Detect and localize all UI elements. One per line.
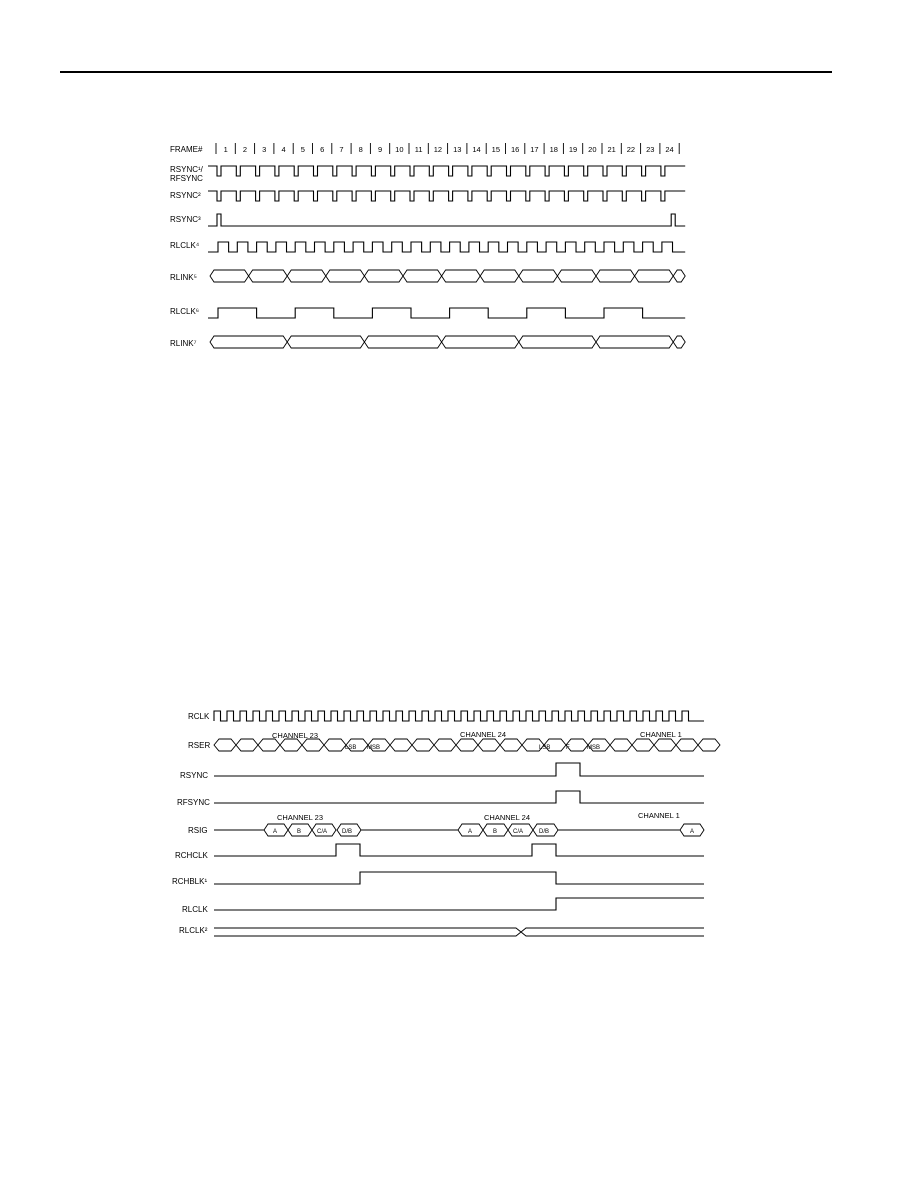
channel-timing-diagram (0, 700, 918, 950)
bus-segment (635, 270, 674, 282)
rser-msb-ch23: MSB (367, 745, 381, 751)
rser-bit-cell (390, 739, 412, 751)
frame-number: 18 (549, 145, 558, 154)
signal-label-rfsync-ch: RFSYNC (177, 798, 210, 807)
signal-label-rlclk2: RLCLK² (179, 926, 208, 935)
bus-segment (519, 336, 596, 348)
frame-number: 8 (358, 145, 363, 154)
rser-lsb-ch23: LSB (345, 745, 357, 751)
rsig-ch23-bit-b: B (297, 829, 302, 835)
rser-bit-cell (412, 739, 434, 751)
frame-number: 5 (300, 145, 305, 154)
rsig-header-ch24: CHANNEL 24 (484, 813, 530, 822)
signal-label-rlink5: RLINK⁵ (170, 273, 197, 282)
frame-number: 23 (646, 145, 655, 154)
rsig-ch1-bit-a: A (690, 829, 695, 835)
header-rule (60, 71, 832, 73)
signal-label-rlclk: RLCLK (182, 905, 208, 914)
rser-bit-cell (236, 739, 258, 751)
rser-lsb-ch24: LSB (539, 745, 551, 751)
signal-label-rfsync: RFSYNC (170, 174, 203, 183)
bus-segment (519, 270, 558, 282)
waveform-rsync (214, 763, 704, 776)
rser-header-ch24: CHANNEL 24 (460, 730, 506, 739)
rsig-header-ch1: CHANNEL 1 (638, 811, 680, 820)
bus-segment (557, 270, 596, 282)
waveform-rlclk6 (208, 308, 685, 318)
signal-label-rclk: RCLK (188, 712, 210, 721)
frame-number: 20 (588, 145, 597, 154)
waveform-rsync3 (208, 214, 685, 226)
waveform-rchclk (214, 844, 704, 856)
bus-segment (403, 270, 442, 282)
channel-waveforms (214, 711, 720, 936)
rser-bit-cell (214, 739, 236, 751)
rsig-header-ch23: CHANNEL 23 (277, 813, 323, 822)
waveform-rser (214, 739, 720, 751)
rser-header-ch1: CHANNEL 1 (640, 730, 682, 739)
frame-number: 9 (377, 145, 383, 154)
frame-timing-svg (0, 130, 918, 370)
bus-segment (442, 270, 481, 282)
signal-label-rlclk4: RLCLK⁴ (170, 241, 200, 250)
bus-segment (210, 336, 287, 348)
signal-label-rchclk: RCHCLK (175, 851, 208, 860)
signal-label-rlclk6: RLCLK⁶ (170, 307, 200, 316)
bus-segment (596, 270, 635, 282)
rser-bit-cell (698, 739, 720, 751)
rser-bit-cell (610, 739, 632, 751)
rser-bit-cell (258, 739, 280, 751)
rser-bit-cell (632, 739, 654, 751)
waveform-rfsync (214, 791, 704, 803)
rser-bit-cell (280, 739, 302, 751)
bus-segment (364, 270, 403, 282)
frame-number: 1 (223, 145, 228, 154)
signal-label-rsync2: RSYNC² (170, 191, 201, 200)
rser-bit-cell (500, 739, 522, 751)
signal-label-rsync3: RSYNC³ (170, 215, 201, 224)
waveform-rlclk4 (208, 242, 685, 252)
frame-number: 13 (453, 145, 462, 154)
rser-bit-cell (478, 739, 500, 751)
frame-number: 19 (568, 145, 578, 154)
waveform-rsync2 (208, 191, 685, 201)
bus-segment (596, 336, 673, 348)
rser-bit-cell (324, 739, 346, 751)
bus-segment (210, 270, 249, 282)
frame-number: 3 (262, 145, 267, 154)
rsig-ch24-bit-a: A (468, 829, 473, 835)
signal-label-rsig: RSIG (188, 826, 208, 835)
waveform-rclk (214, 711, 704, 721)
waveform-rlink5 (210, 270, 685, 282)
frame-number: 15 (491, 145, 501, 154)
frame-number: 2 (242, 145, 248, 154)
frame-number: 16 (510, 145, 520, 154)
bus-segment (326, 270, 365, 282)
rsig-ch24-bit-b: B (493, 829, 498, 835)
frame-number: 14 (472, 145, 481, 154)
rser-bit-cell (434, 739, 456, 751)
waveform-rlink7 (210, 336, 685, 348)
rsig-ch24-bit-db: D/B (539, 829, 550, 835)
rser-header-ch23: CHANNEL 23 (272, 731, 318, 740)
rser-bit-cell (654, 739, 676, 751)
signal-label-rsync1: RSYNC¹/ (170, 165, 203, 174)
frame-number: 11 (414, 145, 423, 154)
frame-number: 17 (530, 145, 539, 154)
bus-segment (480, 270, 519, 282)
rser-bit-cell (456, 739, 478, 751)
rser-f-bit: F (566, 745, 570, 751)
frame-number: 6 (320, 145, 325, 154)
frame-number: 22 (626, 145, 636, 154)
rser-bit-cell (676, 739, 698, 751)
bus-segment (287, 336, 364, 348)
frame-number: 12 (433, 145, 443, 154)
rsig-ch23-bit-db: D/B (342, 829, 353, 835)
rsig-ch23-bit-a: A (273, 829, 278, 835)
frame-number: 10 (395, 145, 404, 154)
bus-segment (673, 270, 685, 282)
bus-segment (364, 336, 441, 348)
signal-label-rser: RSER (188, 741, 211, 750)
signal-label-rchblk1: RCHBLK¹ (172, 877, 208, 886)
waveform-rsig (214, 824, 704, 836)
waveform-rchblk1 (214, 872, 704, 884)
waveform-rlclk2 (214, 928, 704, 936)
frame-number: 7 (339, 145, 344, 154)
signal-label-rlink7: RLINK⁷ (170, 339, 197, 348)
frame-number: 24 (665, 145, 674, 154)
rser-bit-cell (302, 739, 324, 751)
rser-msb-ch1: MSB (587, 745, 601, 751)
frame-number-row (216, 143, 679, 154)
bus-segment (287, 270, 326, 282)
rsig-ch24-bit-ca: C/A (513, 829, 524, 835)
frame-number: 4 (281, 145, 286, 154)
waveform-rsync1 (208, 166, 685, 176)
rsig-ch23-bit-ca: C/A (317, 829, 328, 835)
bus-segment (442, 336, 519, 348)
bus-segment (249, 270, 288, 282)
waveform-rlclk (214, 898, 704, 910)
channel-timing-svg (0, 700, 918, 950)
frame-waveforms (208, 166, 685, 348)
bus-segment (673, 336, 685, 348)
frame-timing-diagram (0, 130, 918, 370)
frame-number: 21 (607, 145, 616, 154)
frame-label: FRAME# (170, 145, 203, 154)
signal-label-rsync: RSYNC (180, 771, 209, 780)
